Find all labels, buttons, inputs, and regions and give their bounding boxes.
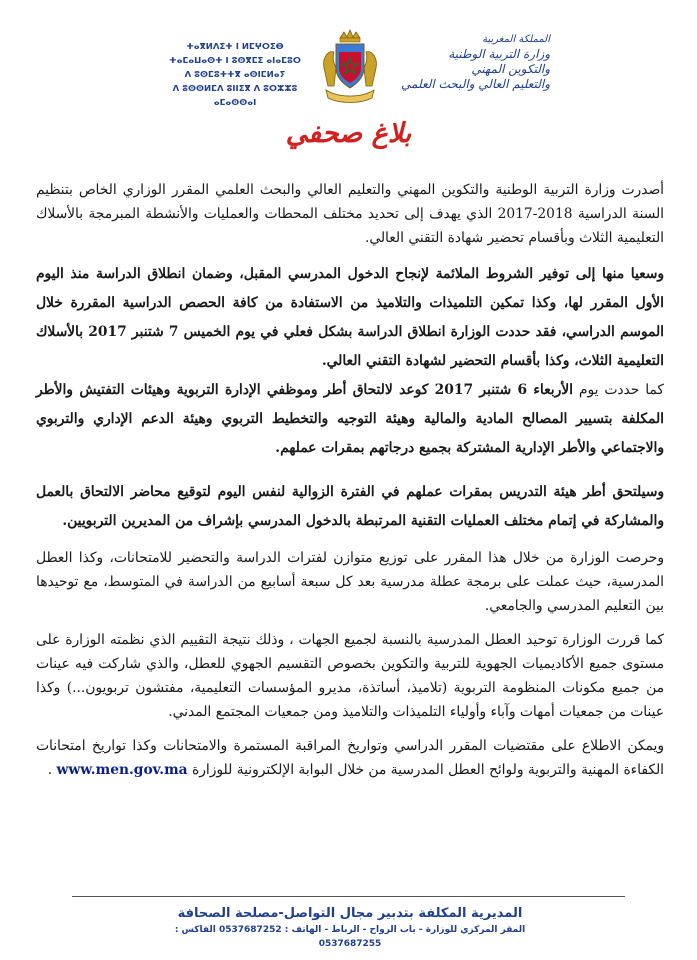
footer-contact: المقر المركزي للوزارة - باب الرواح - الرباط - الهاتف : 0537687252 الفاكس : 0537687255 bbox=[174, 925, 526, 949]
letterhead bbox=[0, 10, 697, 110]
body-paragraph bbox=[36, 376, 664, 463]
paragraph-text: ويمكن الاطلاع على مقتضيات المقرر الدراسي وتواريخ المراقبة المستمرة والامتحانات وكذا تواريخ امتحانات الكفاءة المهنية والتربوية ولوائح العطل المدرسية من خلال البوابة الإلكترونية للوزارة bbox=[36, 738, 664, 778]
press-release-title: بلاغ صحفي bbox=[285, 118, 412, 149]
tifinagh-ministry-name bbox=[150, 40, 320, 110]
body-paragraph: أصدرت وزارة التربية الوطنية والتكوين المهني والتعليم العالي والبحث العلمي المقرر الوزاري الخاص بتنظيم السنة الدراسية 2018-2017 الذي يهدف إلى تحديد مختلف المحطات والعمليات والأنشطة المبرمجة بالأسلاك التعليمية الثلاث وبأقسام تحضير شهادة التقني العالي. bbox=[36, 182, 664, 246]
tifinagh-line: ⵜⴰⴳⵍⴷⵉⵜ ⵏ ⵍⵎⵖⵔⵉⴱ bbox=[186, 42, 284, 52]
footer-divider bbox=[72, 896, 625, 897]
body-paragraph: وسعيا منها إلى توفير الشروط الملائمة لإنجاح الدخول المدرسي المقبل، وضمان انطلاق الدراسة منذ اليوم الأول المقرر لها، وكذا تمكين التلميذات والتلاميذ من الاستفادة من كافة الحصص الدراسية المقررة خلال الموسم الدراسي، فقد حددت الوزارة انطلاق الدراسة بشكل فعلي في يوم الخميس 7 شتنبر 2017 بالأسلاك التعليمية الثلاث، وكذا بأقسام التحضير لشهادة التقني العالي. bbox=[36, 266, 664, 369]
tifinagh-line: ⴷ ⵓⵙⵙⵍⵎⴷ ⵓⵏⵏⵉⴳ ⴷ ⵓⵔⵣⵣⵓ ⴰⵎⴰⵙⵙⴰⵏ bbox=[172, 84, 298, 108]
coat-of-arms-emblem-icon bbox=[320, 28, 380, 104]
arabic-header-line: والتكوين المهني bbox=[471, 62, 550, 76]
arabic-ministry-name bbox=[390, 32, 550, 92]
paragraph-tail: . bbox=[47, 762, 57, 778]
tifinagh-line: ⵜⴰⵎⴰⵡⴰⵙⵜ ⵏ ⵓⵙⴳⵎⵉ ⴰⵏⴰⵎⵓⵔ bbox=[169, 56, 301, 66]
press-release-body bbox=[36, 178, 664, 782]
arabic-header-line: والتعليم العالي والبحث العلمي bbox=[401, 77, 550, 91]
body-paragraph: كما قررت الوزارة توحيد العطل المدرسية بالنسبة لجميع الجهات ، وذلك نتيجة التقييم الذي نظمته الوزارة على مستوى جميع الأكاديميات الجهوية للتربية والتكوين بخصوص التقسيم الجهوي للعطل، والذي شاركت فيه عينات من جميع مكونات المنظومة التربوية (تلاميذ، أساتذة، مديرو المؤسسات التعليمية، مفتشون تربويون...) وكذا عينات من جمعيات أمهات وآباء وأولياء التلميذات والتلاميذ ومن جمعيات المجتمع المدني. bbox=[36, 632, 664, 720]
body-paragraph bbox=[36, 734, 664, 782]
footer-department: المديرية المكلفة بتدبير مجال التواصل-مصلحة الصحافة bbox=[177, 906, 523, 921]
arabic-header-line: وزارة التربية الوطنية bbox=[448, 47, 550, 61]
ministry-website-link[interactable]: www.men.gov.ma bbox=[56, 762, 188, 778]
footer bbox=[150, 905, 550, 951]
paragraph-lead: كما حددت يوم bbox=[572, 382, 664, 398]
body-paragraph: وحرصت الوزارة من خلال هذا المقرر على توزيع متوازن لفترات الدراسة والتحضير للامتحانات، وكذا العطل المدرسية، حيث عملت على برمجة عطلة مدرسية بعد كل سبعة أسابيع من الدراسة في المتوسط، مع توحيدها بين التعليم المدرسي والجامعي. bbox=[36, 550, 664, 614]
paragraph-text: الأربعاء 6 شتنبر 2017 كوعد لالتحاق أطر وموظفي الإدارة التربوية وهيئات التفتيش والأطر المكلفة بتسيير المصالح المادية والمالية وهيئة التوجيه والتخطيط التربوي وهيئة الدعم الإداري والتربوي والاجتماعي والأطر الإدارية المشتركة بجميع درجاتهم بمقرات عملهم. bbox=[36, 382, 664, 456]
tifinagh-line: ⴷ ⵓⵙⵎⵓⵜⵜⴳ ⴰⵙⵏⵎⵍⴰⵢ bbox=[184, 70, 286, 80]
body-paragraph: وسيلتحق أطر هيئة التدريس بمقرات عملهم في الفترة الزوالية لنفس اليوم لتوقيع محاضر الالتحاق بالعمل والمشاركة في إتمام مختلف العمليات التقنية المرتبطة بالدخول المدرسي بإشراف من المديرين التربويين. bbox=[36, 484, 664, 529]
arabic-header-line: المملكة المغربية bbox=[482, 34, 550, 45]
